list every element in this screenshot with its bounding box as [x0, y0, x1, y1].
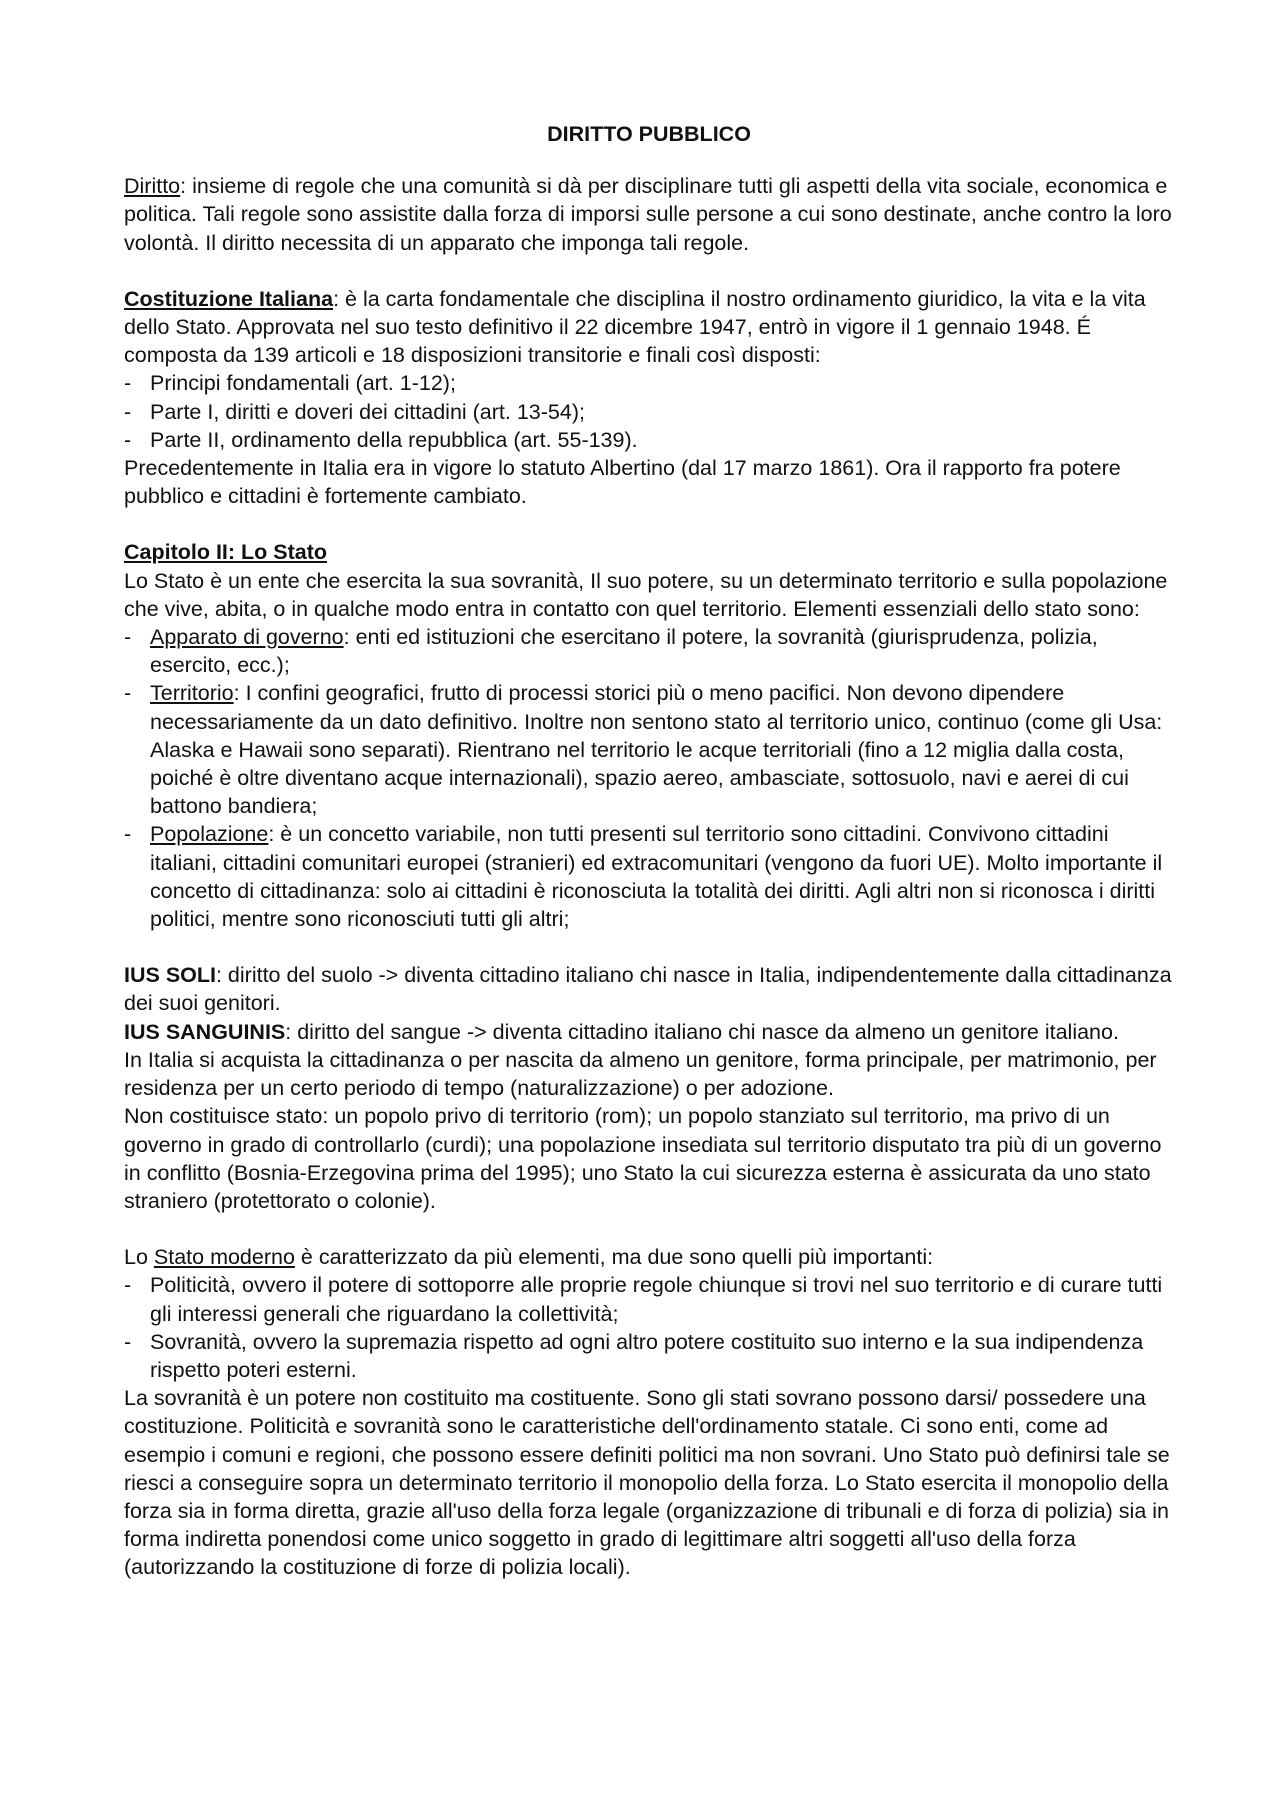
- paragraph-ius-sanguinis: [124, 1018, 1174, 1046]
- paragraph-statuto: Precedentemente in Italia era in vigore lo statuto Albertino (dal 17 marzo 1861). Ora il rapporto fra potere pubblico e cittadini è fortemente cambiato.: [124, 456, 1121, 509]
- term-territorio: Territorio: [150, 681, 234, 706]
- term-ius-sanguinis: IUS SANGUINIS: [124, 1019, 286, 1044]
- text-popolazione: : è un concetto variabile, non tutti presenti sul territorio sono cittadini. Convivono cittadini italiani, cittadini comunitari europei (stranieri) ed extracomunitari (vengono da fuori UE). Molto importante il concetto di cittadinanza: solo ai cittadini è riconosciuta la totalità dei diritti. Agli altri non si riconosca i diritti politici, mentre sono riconosciuti tutti gli altri;: [150, 822, 1163, 932]
- spacer: [124, 933, 1174, 961]
- text-stato-moderno: è caratterizzato da più elementi, ma due sono quelli più importanti:: [294, 1245, 934, 1270]
- list-elementi-stato: [124, 623, 1174, 933]
- paragraph-ius-soli: [124, 961, 1174, 1017]
- document-title: DIRITTO PUBBLICO: [547, 122, 751, 146]
- list-item: [150, 820, 1174, 933]
- term-popolazione: Popolazione: [150, 822, 269, 847]
- paragraph-acquisto-cittadinanza: In Italia si acquista la cittadinanza o per nascita da almeno un genitore, forma principale, per matrimonio, per residenza per un certo periodo di tempo (naturalizzazione) o per adozione.: [124, 1047, 1157, 1101]
- term-ius-soli: IUS SOLI: [124, 963, 216, 988]
- term-stato-moderno: Stato moderno: [153, 1245, 295, 1270]
- text-costituzione: : è la carta fondamentale che disciplina il nostro ordinamento giuridico, la vita e la vita dello Stato. Approvata nel suo testo definitivo il 22 dicembre 1947, entrò in vigore il 1 gennaio 1948. É composta da 139 articoli e 18 disposizioni transitorie e finali così disposti:: [124, 286, 1146, 368]
- list-item: - Principi fondamentali (art. 1-12);: [150, 369, 1174, 397]
- list-item: [150, 679, 1174, 820]
- term-diritto: Diritto: [124, 174, 181, 199]
- list-stato-moderno: [124, 1271, 1174, 1384]
- spacer: [124, 1215, 1174, 1243]
- list-item: - Sovranità, ovvero la supremazia rispetto ad ogni altro potere costituito suo interno e la sua indipendenza rispetto poteri esterni.: [150, 1328, 1174, 1384]
- list-item: [150, 623, 1174, 679]
- term-apparato: Apparato di governo: [150, 625, 344, 650]
- paragraph-stato-intro: Lo Stato è un ente che esercita la sua sovranità, Il suo potere, su un determinato territorio e sulla popolazione che vive, abita, o in qualche modo entra in contatto con quel territorio. Elementi essenziali dello stato sono:: [124, 568, 1168, 621]
- paragraph-diritto: [124, 172, 1174, 257]
- list-item: - Parte II, ordinamento della repubblica (art. 55-139).: [150, 426, 1174, 454]
- paragraph-non-stato: Non costituisce stato: un popolo privo di territorio (rom); un popolo stanziato sul territorio, ma privo di un governo in grado di controllarlo (curdi); una popolazione insediata sul territorio disputato tra più di un governo in conflitto (Bosnia-Erzegovina prima del 1995); uno Stato la cui sicurezza esterna è assicurata da uno stato straniero (protettorato o colonie).: [124, 1104, 1162, 1213]
- document-page: [124, 120, 1174, 1582]
- text-apparato: : enti ed istituzioni che esercitano il potere, la sovranità (giurisprudenza, polizia, esercito, ecc.);: [150, 625, 1098, 678]
- paragraph-stato-moderno: [124, 1243, 1174, 1271]
- term-costituzione: Costituzione Italiana: [124, 286, 334, 311]
- spacer: [124, 510, 1174, 538]
- list-item: - Parte I, diritti e doveri dei cittadini (art. 13-54);: [150, 398, 1174, 426]
- text-diritto: : insieme di regole che una comunità si dà per disciplinare tutti gli aspetti della vita sociale, economica e politica. Tali regole sono assistite dalla forza di imporsi sulle persone a cui sono destinate, anche contro la loro volontà. Il diritto necessita di un apparato che imponga tali regole.: [124, 174, 1172, 255]
- text-ius-sanguinis: : diritto del sangue -> diventa cittadino italiano chi nasce da almeno un genitore italiano.: [285, 1019, 1119, 1044]
- paragraph-costituzione: [124, 285, 1174, 370]
- paragraph-sovranita: La sovranità è un potere non costituito ma costituente. Sono gli stati sovrano possono darsi/ possedere una costituzione. Politicità e sovranità sono le caratteristiche dell'ordinamento statale. Ci sono enti, come ad esempio i comuni e regioni, che possono essere definiti politici ma non sovrani. Uno Stato può definirsi tale se riesci a conseguire sopra un determinato territorio il monopolio della forza. Lo Stato esercita il monopolio della forza sia in forma diretta, grazie all'uso della forza legale (organizzazione di tribunali e di forza di polizia) sia in forma indiretta ponendosi come unico soggetto in grado di legittimare altri soggetti all'uso della forza (autorizzando la costituzione di forze di polizia locali).: [124, 1386, 1170, 1580]
- text-ius-soli: : diritto del suolo -> diventa cittadino italiano chi nasce in Italia, indipendentemente dalla cittadinanza dei suoi genitori.: [124, 963, 1172, 1016]
- list-item: - Politicità, ovvero il potere di sottoporre alle proprie regole chiunque si trovi nel suo territorio e di curare tutti gli interessi generali che riguardano la collettività;: [150, 1271, 1174, 1327]
- heading-capitolo: Capitolo II: Lo Stato: [124, 540, 328, 565]
- text-territorio: : I confini geografici, frutto di processi storici più o meno pacifici. Non devono dipendere necessariamente da un dato definitivo. Inoltre non sentono stato al territorio unico, continuo (come gli Usa: Alaska e Hawaii sono separati). Rientrano nel territorio le acque territoriali (fino a 12 miglia dalla costa, poiché è oltre diventano acque internazionali), spazio aereo, ambasciate, sottosuolo, navi e aerei di cui battono bandiera;: [150, 681, 1163, 819]
- text-moderno-pre: Lo: [124, 1245, 154, 1270]
- spacer: [124, 257, 1174, 285]
- list-costituzione: [124, 369, 1174, 454]
